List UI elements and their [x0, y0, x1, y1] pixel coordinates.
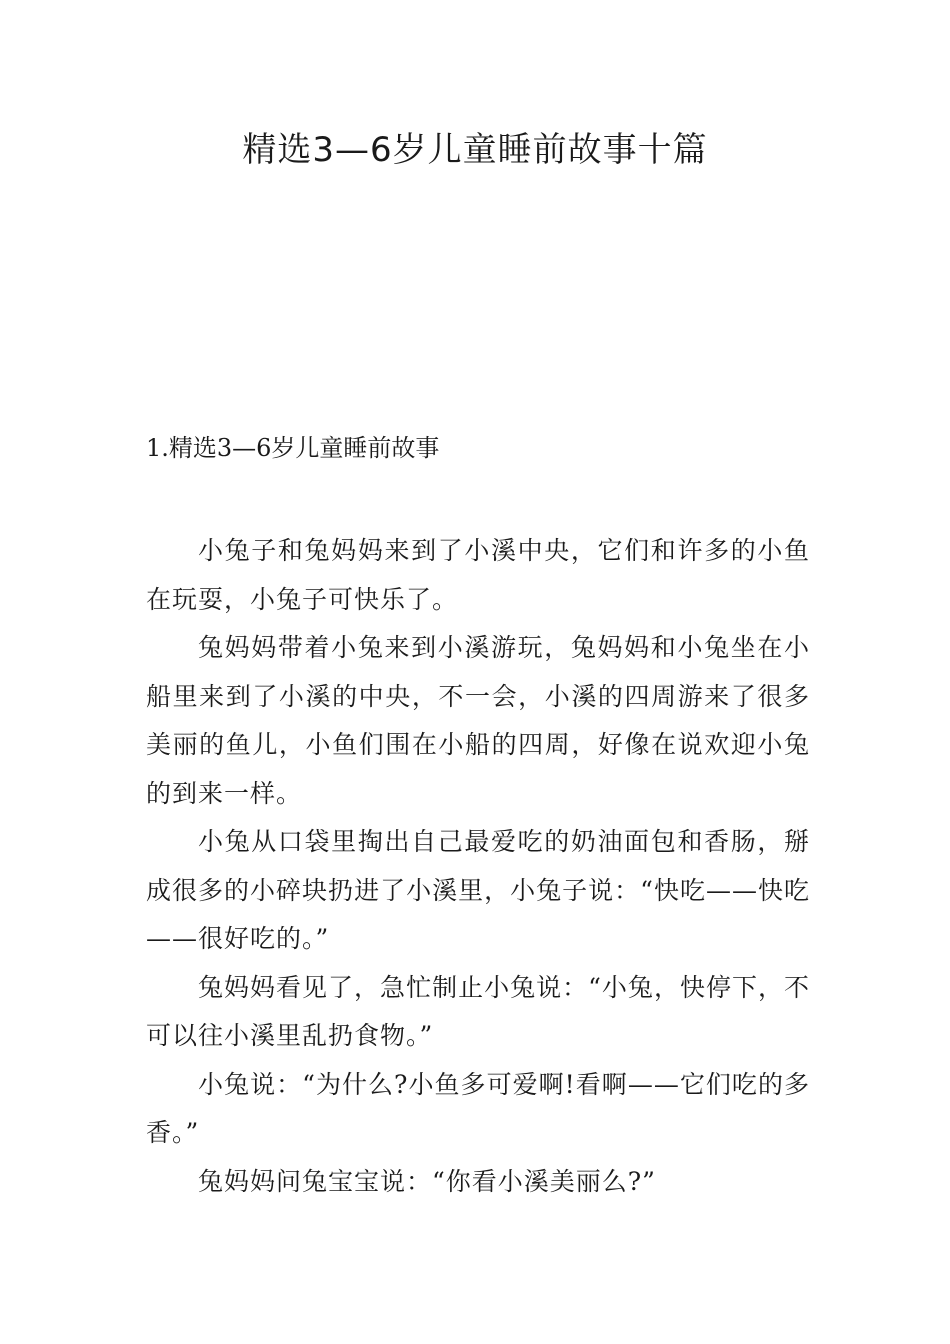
paragraph: 兔妈妈问兔宝宝说：“你看小溪美丽么?” [198, 1166, 656, 1196]
story-body [146, 527, 810, 1206]
paragraph: 兔妈妈看见了，急忙制止小兔说：“小兔，快停下，不可以往小溪里乱扔食物。” [146, 972, 810, 1050]
paragraph: 小兔说：“为什么?小鱼多可爱啊!看啊——它们吃的多香。” [146, 1069, 810, 1147]
section-heading: 1.精选3—6岁儿童睡前故事 [146, 434, 440, 462]
paragraph: 兔妈妈带着小兔来到小溪游玩，兔妈妈和小兔坐在小船里来到了小溪的中央，不一会，小溪的四周游来了很多美丽的鱼儿，小鱼们围在小船的四周，好像在说欢迎小兔的到来一样。 [146, 633, 810, 808]
paragraph: 小兔子和兔妈妈来到了小溪中央，它们和许多的小鱼在玩耍，小兔子可快乐了。 [146, 536, 810, 614]
paragraph: 小兔从口袋里掏出自己最爱吃的奶油面包和香肠，掰成很多的小碎块扔进了小溪里，小兔子说：“快吃——快吃——很好吃的。” [146, 827, 810, 953]
document-title: 精选3—6岁儿童睡前故事十篇 [242, 130, 708, 170]
